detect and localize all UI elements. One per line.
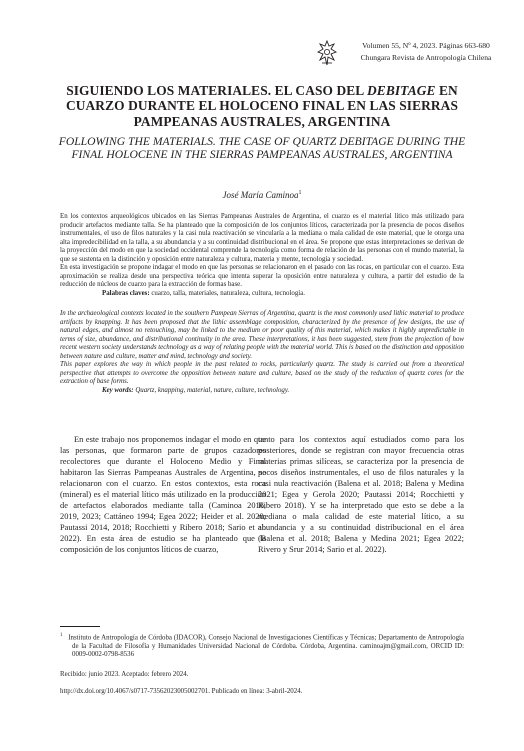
abstract — [60, 310, 464, 395]
abstract-keywords: Key words: Quartz, knapping, material, nature, culture, technology. — [102, 386, 290, 394]
resumen-paragraph: En los contextos arqueológicos ubicados en las Sierras Pampeanas Australes de Argentina, el cuarzo es el material lítico más utilizado para producir artefactos mediante talla. Se ha planteado que la composición de los conjuntos líticos, caracterizada por la presencia de pocos diseños instrumentales, el uso de filos naturales y la casi nula reactivación se vincularía a la mediana o mala calidad de este material, que le otorga una alta impredecibilidad en la talla, a su abundancia y a su continuidad distribucional en el área. Se propone que estas interpretaciones se derivan de la proyección del modo en que la sociedad occidental comprende la tecnología como forma de relación de las personas con el mundo material, la que se sustenta en la distinción y oposición entre naturaleza y cultura, materia y mente, tecnología y sociedad. — [60, 213, 464, 263]
footnote-mark: 1 — [60, 633, 63, 638]
body-column-right — [258, 434, 464, 556]
footnote: $^1$ Instituto de Antropología de Córdoba (IDACOR), Consejo Nacional de Investigaciones Científicas y Técnicas; Departamento de Antropología de la Facultad de Filosofía y Humanidades Universidad Nacional de Córdoba. Córdoba, Argentina. caminoajm@gmail.com, ORCID ID: 0009-0002-0798-8536 — [60, 633, 464, 659]
volume-line: Volumen 55, Nº 4, 2023. Páginas 663-680 — [362, 41, 490, 50]
body-paragraph: tanto para los contextos aquí estudiados como para los posteriores, donde se registran con mayor frecuencia otras materias primas silíceas, se caracteriza por la presencia de pocos diseños instrumentales, el uso de filos naturales y la casi nula reactivación (Balena et al. 2018; Balena y Medina 2021; Egea y Gerola 2020; Pautassi 2014; Rocchietti y Ribero 2018). Y se ha interpretado que esto se debe a la mediana o mala calidad de este material lítico, a su abundancia y a su continuidad distribucional en el área (Balena et al. 2018; Balena y Medina 2021; Egea 2022; Rivero y Srur 2014; Sario et al. 2022). — [258, 435, 464, 555]
author-footnote-mark: 1 — [298, 190, 302, 196]
resumen — [60, 213, 464, 298]
resumen-keywords: Palabras claves: cuarzo, talla, materiales, naturaleza, cultura, tecnología. — [102, 289, 305, 297]
author-name: José María Caminoa$^1$ — [222, 190, 302, 200]
journal-logo-icon — [316, 40, 338, 66]
abstract-paragraph: In the archaeological contexts located in the southern Pampean Sierras of Argentina, quartz is the most commonly used lithic material to produce artifacts by knapping. It has been proposed that the lithic assemblage composition, characterized by the presence of few designs, the use of natural edges, and almost no retouching, may be linked to the medium or poor quality of this material, which makes it highly unpredictable in terms of size, abundance, and distributional continuity in the area. These interpretations, it has been suggested, stem from the projection of how recent western society understands technology as a way of relating people with the material world. This is based on the distinction and opposition between nature and culture, matter and mind, technology and society. — [60, 310, 464, 360]
journal-name: Chungara Revista de Antropología Chilena — [360, 53, 492, 62]
title-spanish: SIGUIENDO LOS MATERIALES. EL CASO DEL DEBITAGE EN CUARZO DURANTE EL HOLOCENO FINAL EN LAS SIERRAS PAMPEANAS AUSTRALES, ARGENTINA — [66, 83, 458, 129]
received-dates: Recibido: junio 2023. Aceptado: febrero 2024. — [60, 671, 189, 678]
resumen-paragraph: En esta investigación se propone indagar el modo en que las personas se relacionaron en el pasado con las rocas, en particular con el cuarzo. Esta aproximación se realiza desde una perspectiva teórica que intenta superar la oposición entre naturaleza y cultura, a partir del estudio de la reducción de núcleos de cuarzo para la extracción de formas base. — [60, 264, 464, 289]
footnote-divider — [60, 626, 100, 627]
title-english: FOLLOWING THE MATERIALS. THE CASE OF QUARTZ DEBITAGE DURING THE FINAL HOLOCENE IN THE SIERRAS PAMPEANAS AUSTRALES, ARGENTINA — [58, 135, 466, 161]
abstract-paragraph: This paper explores the way in which people in the past related to rocks, particularly quartz. The study is carried out from a theoretical perspective that attempts to overcome the opposition between nature and culture, based on the study of the reduction of quartz cores for the extraction of base forms. — [60, 361, 464, 386]
body-column-left — [60, 434, 266, 556]
body-paragraph: En este trabajo nos proponemos indagar el modo en que las personas, que formaron parte de grupos cazadores recolectores que durante el Holoceno Medio y Final habitaron las Sierras Pampeanas Australes de Argentina, se relacionaron con el cuarzo. En estos contextos, esta roca (mineral) es el material lítico más utilizado en la producción de artefactos elaborados mediante talla (Caminoa 2016, 2019, 2023; Cattáneo 1994; Egea 2022; Heider et al. 2020; Pautassi 2014, 2018; Rocchietti y Ribero 2018; Sario et al. 2022). En esta área de estudio se ha planteado que la composición de los conjuntos líticos de cuarzo, — [60, 435, 266, 555]
doi-line: http://dx.doi.org/10.4067/s0717-73562023005002701. Publicado en línea: 3-abril-2024. — [60, 688, 303, 695]
